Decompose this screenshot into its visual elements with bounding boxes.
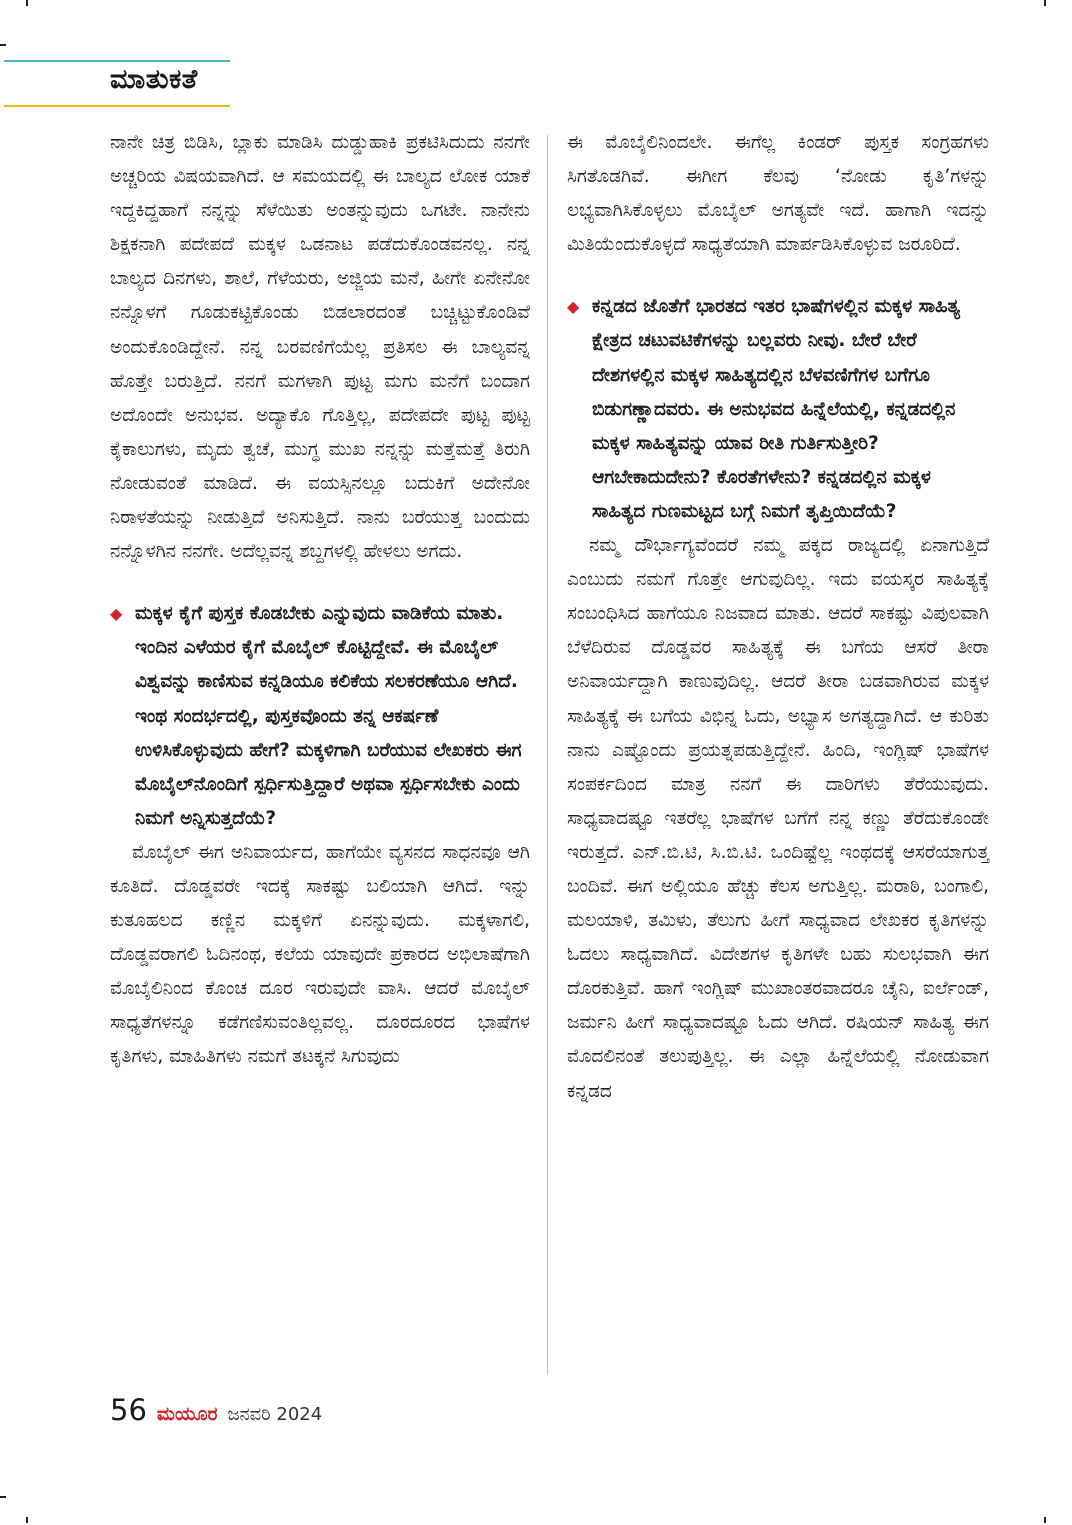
left-column xyxy=(110,126,530,1376)
crop-mark xyxy=(0,44,6,46)
page-number: 56 xyxy=(110,1393,147,1427)
body-paragraph: ಮೊಬೈಲ್ ಈಗ ಅನಿವಾರ್ಯದ, ಹಾಗೆಯೇ ವ್ಯಸನದ ಸಾಧನವೂ ಆಗಿ ಕೂತಿದೆ. ದೊಡ್ಡವರೇ ಇದಕ್ಕೆ ಸಾಕಷ್ಟು ಬಲಿಯಾಗಿ ಆಗಿದೆ. ಇನ್ನು ಕುತೂಹಲದ ಕಣ್ಣಿನ ಮಕ್ಕಳಿಗೆ ಏನನ್ನುವುದು. ಮಕ್ಕಳಾಗಲಿ, ದೊಡ್ಡವರಾಗಲಿ ಓದಿನಂಥ, ಕಲೆಯ ಯಾವುದೇ ಪ್ರಕಾರದ ಅಭಿಲಾಷೆಗಾಗಿ ಮೊಬೈಲಿನಿಂದ ಕೊಂಚ ದೂರ ಇರುವುದೇ ವಾಸಿ. ಆದರೆ ಮೊಬೈಲ್ ಸಾಧ್ಯತೆಗಳನ್ನೂ ಕಡೆಗಣಿಸುವಂತಿಲ್ಲವಲ್ಲ. ದೂರದೂರದ ಭಾಷೆಗಳ ಕೃತಿಗಳು, ಮಾಹಿತಿಗಳು ನಮಗೆ ತಟಕ್ಕನೆ ಸಿಗುವುದು xyxy=(110,841,530,1068)
paragraph-gap xyxy=(567,262,989,290)
crop-mark xyxy=(26,1517,28,1523)
body-paragraph: ನಾನೇ ಚಿತ್ರ ಬಿಡಿಸಿ, ಬ್ಲಾಕು ಮಾಡಿಸಿ ದುಡ್ಡುಹಾಕಿ ಪ್ರಕಟಿಸಿದುದು ನನಗೇ ಅಚ್ಚರಿಯ ವಿಷಯವಾಗಿದೆ. ಆ ಸಮಯದಲ್ಲಿ ಈ ಬಾಲ್ಯದ ಲೋಕ ಯಾಕೆ ಇದ್ದಕಿದ್ದಹಾಗೆ ನನ್ನನ್ನು ಸೆಳೆಯಿತು ಅಂತನ್ನುವುದು ಒಗಟೇ. ನಾನೇನು ಶಿಕ್ಷಕನಾಗಿ ಪದೇಪದೆ ಮಕ್ಕಳ ಒಡನಾಟ ಪಡೆದುಕೊಂಡವನಲ್ಲ. ನನ್ನ ಬಾಲ್ಯದ ದಿನಗಳು, ಶಾಲೆ, ಗೆಳೆಯರು, ಅಜ್ಜಿಯ ಮನೆ, ಹೀಗೇ ಏನೇನೋ ನನ್ನೊಳಗೆ ಗೂಡುಕಟ್ಟಿಕೊಂಡು ಬಿಡಲಾರದಂತೆ ಬಚ್ಚಿಟ್ಟುಕೊಂಡಿವೆ ಅಂದುಕೊಂಡಿದ್ದೇನೆ. ನನ್ನ ಬರವಣಿಗೆಯೆಲ್ಲ ಪ್ರತಿಸಲ ಈ ಬಾಲ್ಯವನ್ನ ಹೊತ್ತೇ ಬರುತ್ತಿದೆ. ನನಗೆ ಮಗಳಾಗಿ ಪುಟ್ಟ ಮಗು ಮನೆಗೆ ಬಂದಾಗ ಅದೊಂದೇ ಅನುಭವ. ಅದ್ಯಾಕೊ ಗೊತ್ತಿಲ್ಲ, ಪದೇಪದೇ ಪುಟ್ಟ ಪುಟ್ಟ ಕೈಕಾಲುಗಳು, ಮೃದು ತ್ವಚೆ, ಮುಗ್ಧ ಮುಖ ನನ್ನನ್ನು ಮತ್ತೆಮತ್ತೆ ತಿರುಗಿ ನೋಡುವಂತೆ ಮಾಡಿದೆ. ಈ ವಯಸ್ಸಿನಲ್ಲೂ ಬದುಕಿಗೆ ಅದೇನೋ ನಿರಾಳತೆಯನ್ನು ನೀಡುತ್ತಿದೆ ಅನಿಸುತ್ತಿದೆ. ನಾನು ಬರೆಯುತ್ತ ಬಂದುದು ನನ್ನೊಳಗಿನ ನನಗೇ. ಅದೆಲ್ಲವನ್ನ ಶಬ್ದಗಳಲ್ಲಿ ಹೇಳಲು ಅಗದು. xyxy=(110,132,530,563)
header-rule-top xyxy=(4,60,230,62)
crop-mark xyxy=(1044,1517,1046,1523)
column-divider xyxy=(547,135,548,1375)
magazine-name: ಮಯೂರ xyxy=(156,1403,218,1425)
paragraph-gap xyxy=(110,569,530,597)
interview-question xyxy=(567,290,989,529)
section-title: ಮಾತುಕತೆ xyxy=(110,64,198,95)
issue-date: ಜನವರಿ 2024 xyxy=(227,1404,323,1425)
body-paragraph: ನಮ್ಮ ದೌರ್ಭಾಗ್ಯವೆಂದರೆ ನಮ್ಮ ಪಕ್ಕದ ರಾಜ್ಯದಲ್ಲಿ ಏನಾಗುತ್ತಿದೆ ಎಂಬುದು ನಮಗೆ ಗೊತ್ತೇ ಆಗುವುದಿಲ್ಲ. ಇದು ವಯಸ್ಕರ ಸಾಹಿತ್ಯಕ್ಕೆ ಸಂಬಂಧಿಸಿದ ಹಾಗೆಯೂ ನಿಜವಾದ ಮಾತು. ಆದರೆ ಸಾಕಷ್ಟು ವಿಪುಲವಾಗಿ ಬೆಳೆದಿರುವ ದೊಡ್ಡವರ ಸಾಹಿತ್ಯಕ್ಕೆ ಈ ಬಗೆಯ ಆಸರೆ ತೀರಾ ಅನಿವಾರ್ಯದ್ದಾಗಿ ಕಾಣುವುದಿಲ್ಲ. ಆದರೆ ತೀರಾ ಬಡವಾಗಿರುವ ಮಕ್ಕಳ ಸಾಹಿತ್ಯಕ್ಕೆ ಈ ಬಗೆಯ ವಿಭಿನ್ನ ಓದು, ಅಭ್ಯಾಸ ಅಗತ್ಯದ್ದಾಗಿದೆ. ಆ ಕುರಿತು ನಾನು ಎಷ್ಟೊಂದು ಪ್ರಯತ್ನಪಡುತ್ತಿದ್ದೇನೆ. ಹಿಂದಿ, ಇಂಗ್ಲಿಷ್ ಭಾಷೆಗಳ ಸಂಪರ್ಕದಿಂದ ಮಾತ್ರ ನನಗೆ ಈ ದಾರಿಗಳು ತೆರೆಯುವುದು. ಸಾಧ್ಯವಾದಷ್ಟೂ ಇತರೆಲ್ಲ ಭಾಷೆಗಳ ಬಗೆಗೆ ನನ್ನ ಕಣ್ಣು ತೆರೆದುಕೊಂಡೇ ಇರುತ್ತದೆ. ಎನ್.ಬಿ.ಟಿ, ಸಿ.ಬಿ.ಟಿ. ಒಂದಿಷ್ಟೆಲ್ಲ ಇಂಥದಕ್ಕೆ ಆಸರೆಯಾಗುತ್ತ ಬಂದಿವೆ. ಈಗ ಅಲ್ಲಿಯೂ ಹೆಚ್ಚು ಕೆಲಸ ಅಗುತ್ತಿಲ್ಲ. ಮರಾಠಿ, ಬಂಗಾಲಿ, ಮಲಯಾಳಿ, ತಮಿಳು, ತೆಲುಗು ಹೀಗೆ ಸಾಧ್ಯವಾದ ಲೇಖಕರ ಕೃತಿಗಳನ್ನು ಓದಲು ಸಾಧ್ಯವಾಗಿದೆ. ವಿದೇಶಗಳ ಕೃತಿಗಳೇ ಬಹು ಸುಲಭವಾಗಿ ಈಗ ದೊರಕುತ್ತಿವೆ. ಹಾಗೆ ಇಂಗ್ಲಿಷ್ ಮುಖಾಂತರವಾದರೂ ಚೈನಿ, ಐರ್ಲೆಂಡ್, ಜರ್ಮನಿ ಹೀಗೆ ಸಾಧ್ಯವಾದಷ್ಟೂ ಓದು ಆಗಿದೆ. ರಷಿಯನ್ ಸಾಹಿತ್ಯ ಈಗ ಮೊದಲಿನಂತೆ ತಲುಪುತ್ತಿಲ್ಲ. ಈ ಎಲ್ಲಾ ಹಿನ್ನೆಲೆಯಲ್ಲಿ ನೋಡುವಾಗ ಕನ್ನಡದ xyxy=(567,535,989,1102)
diamond-bullet-icon: ◆ xyxy=(110,604,123,624)
right-column xyxy=(567,126,989,1376)
diamond-bullet-icon: ◆ xyxy=(567,297,580,317)
body-paragraph: ಈ ಮೊಬೈಲಿನಿಂದಲೇ. ಈಗೆಲ್ಲ ಕಿಂಡರ್ ಪುಸ್ತಕ ಸಂಗ್ರಹಗಳು ಸಿಗತೊಡಗಿವೆ. ಈಗೀಗ ಕೆಲವು ‘ನೋಡು ಕೃತಿ’ಗಳನ್ನು ಲಭ್ಯವಾಗಿಸಿಕೊಳ್ಳಲು ಮೊಬೈಲ್ ಅಗತ್ಯವೇ ಇದೆ. ಹಾಗಾಗಿ ಇದನ್ನು ಮಿತಿಯೆಂದುಕೊಳ್ಳದೆ ಸಾಧ್ಯತೆಯಾಗಿ ಮಾರ್ಪಡಿಸಿಕೊಳ್ಳುವ ಜರೂರಿದೆ. xyxy=(567,132,989,256)
header-rule-bottom xyxy=(4,105,230,107)
crop-mark xyxy=(0,1496,6,1498)
crop-mark xyxy=(1044,0,1046,6)
crop-mark xyxy=(26,0,28,6)
question-text: ಕನ್ನಡದ ಜೊತೆಗೆ ಭಾರತದ ಇತರ ಭಾಷೆಗಳಲ್ಲಿನ ಮಕ್ಕಳ ಸಾಹಿತ್ಯ ಕ್ಷೇತ್ರದ ಚಟುವಟಿಕೆಗಳನ್ನು ಬಲ್ಲವರು ನೀವು. ಬೇರೆ ಬೇರೆ ದೇಶಗಳಲ್ಲಿನ ಮಕ್ಕಳ ಸಾಹಿತ್ಯದಲ್ಲಿನ ಬೆಳವಣಿಗೆಗಳ ಬಗೆಗೂ ಬಿಡುಗಣ್ಣಾದವರು. ಈ ಅನುಭವದ ಹಿನ್ನೆಲೆಯಲ್ಲಿ, ಕನ್ನಡದಲ್ಲಿನ ಮಕ್ಕಳ ಸಾಹಿತ್ಯವನ್ನು ಯಾವ ರೀತಿ ಗುರ್ತಿಸುತ್ತೀರಿ? ಆಗಬೇಕಾದುದೇನು? ಕೊರತೆಗಳೇನು? ಕನ್ನಡದಲ್ಲಿನ ಮಕ್ಕಳ ಸಾಹಿತ್ಯದ ಗುಣಮಟ್ಟದ ಬಗ್ಗೆ ನಿಮಗೆ ತೃಪ್ತಿಯಿದೆಯೆ? xyxy=(592,296,961,522)
interview-question xyxy=(110,597,530,836)
question-text: ಮಕ್ಕಳ ಕೈಗೆ ಪುಸ್ತಕ ಕೊಡಬೇಕು ಎನ್ನುವುದು ವಾಡಿಕೆಯ ಮಾತು. ಇಂದಿನ ಎಳೆಯರ ಕೈಗೆ ಮೊಬೈಲ್ ಕೊಟ್ಟಿದ್ದೇವೆ. ಈ ಮೊಬೈಲ್ ವಿಶ್ವವನ್ನು ಕಾಣಿಸುವ ಕನ್ನಡಿಯೂ ಕಲಿಕೆಯ ಸಲಕರಣೆಯೂ ಆಗಿದೆ. ಇಂಥ ಸಂದರ್ಭದಲ್ಲಿ, ಪುಸ್ತಕವೊಂದು ತನ್ನ ಆಕರ್ಷಣೆ ಉಳಿಸಿಕೊಳ್ಳುವುದು ಹೇಗೆ? ಮಕ್ಕಳಿಗಾಗಿ ಬರೆಯುವ ಲೇಖಕರು ಈಗ ಮೊಬೈಲ್‌ನೊಂದಿಗೆ ಸ್ಪರ್ಧಿಸುತ್ತಿದ್ದಾರೆ ಅಥವಾ ಸ್ಪರ್ಧಿಸಬೇಕು ಎಂದು ನಿಮಗೆ ಅನ್ನಿಸುತ್ತದೆಯೆ? xyxy=(135,603,522,829)
page-footer xyxy=(110,1393,322,1427)
